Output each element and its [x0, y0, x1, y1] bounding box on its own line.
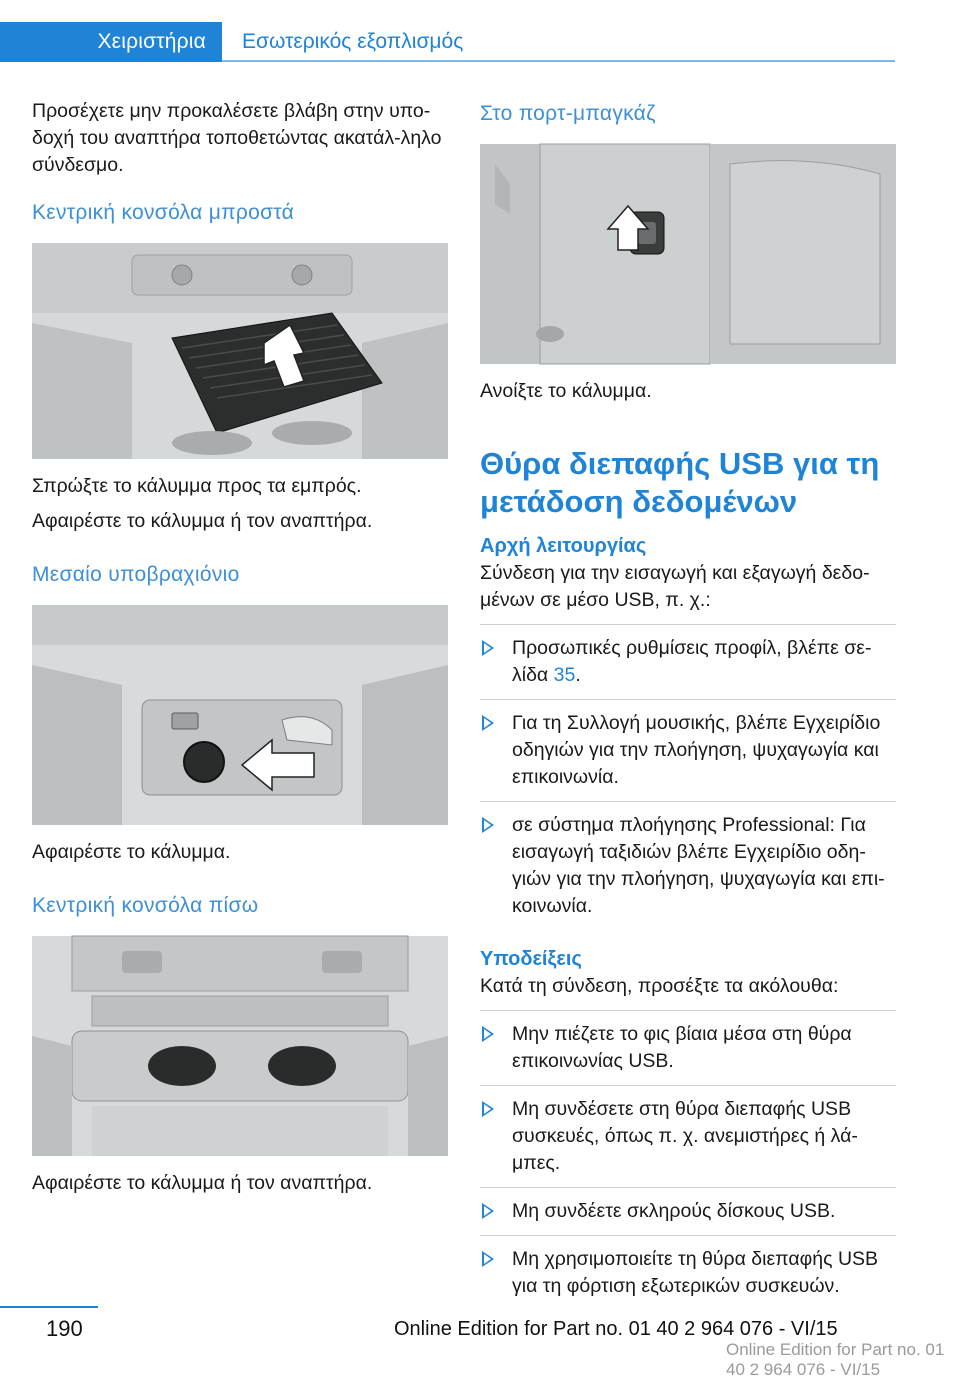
- usb-notes-list: [480, 1010, 896, 1310]
- section-title-rear-console: Κεντρική κονσόλα πίσω: [32, 894, 259, 917]
- edition-text: Online Edition for Part no. 01 40 2 964 076 - VI/15: [394, 1318, 838, 1340]
- list-item: [480, 1187, 896, 1235]
- list-item-text: Μην πιέζετε το φις βίαια μέσα στη θύρα επικοινωνίας USB.: [512, 1023, 852, 1072]
- front-console-step-1: Σπρώξτε το κάλυμμα προς τα εμπρός.: [32, 475, 362, 497]
- header-divider: [222, 60, 895, 62]
- section-title-armrest: Μεσαίο υποβραχιόνιο: [32, 563, 240, 586]
- list-item: [480, 1085, 896, 1187]
- trunk-step-1: Ανοίξτε το κάλυμμα.: [480, 380, 652, 402]
- principle-text: Σύνδεση για την εισαγωγή και εξαγωγή δεδο-μένων σε μέσο USB, π. χ.:: [480, 562, 870, 611]
- page-link-35[interactable]: 35: [553, 664, 576, 686]
- heading-usb-port: Θύρα διεπαφής USB για τη μετάδοση δεδομένων: [480, 446, 880, 519]
- list-item-text: σε σύστημα πλοήγησης Professional: Για εισαγωγή ταξιδιών βλέπε Εγχειρίδιο οδη-γιών για την πλοήγηση, ψυχαγωγία και επι-κοινωνία.: [512, 814, 885, 917]
- right-column: [480, 98, 896, 1310]
- list-item: [480, 1010, 896, 1085]
- usb-uses-list: [480, 624, 896, 930]
- list-item-text: Προσωπικές ρυθμίσεις προφίλ, βλέπε σε-λίδα: [512, 637, 872, 686]
- section-title-front-console: Κεντρική κονσόλα μπροστά: [32, 201, 295, 224]
- bullet-triangle-icon: [482, 640, 494, 656]
- list-item-text: Μη χρησιμοποιείτε τη θύρα διεπαφής USB για τη φόρτιση εξωτερικών συσκευών.: [512, 1248, 879, 1297]
- list-item-text: Μη συνδέετε σκληρούς δίσκους USB.: [512, 1200, 836, 1222]
- list-item-text: Μη συνδέσετε στη θύρα διεπαφής USB συσκευές, όπως π. χ. ανεμιστήρες ή λά-μπες.: [512, 1098, 858, 1174]
- bullet-triangle-icon: [482, 1026, 494, 1042]
- list-item: [480, 1235, 896, 1310]
- figure-trunk: [480, 144, 896, 364]
- watermark-text: Online Edition for Part no. 01 40 2 964 076 - VI/15: [726, 1340, 945, 1379]
- page-header: [0, 0, 895, 62]
- chapter-tab-controls[interactable]: Χειριστήρια: [0, 22, 222, 62]
- figure-front-console: [32, 243, 448, 459]
- footer-divider: [0, 1306, 98, 1308]
- heading-principle: Αρχή λειτουργίας: [480, 535, 647, 557]
- list-item-suffix: .: [575, 664, 581, 686]
- heading-notes: Υποδείξεις: [480, 948, 582, 970]
- page-number: 190: [46, 1316, 83, 1341]
- front-console-step-2: Αφαιρέστε το κάλυμμα ή τον αναπτήρα.: [32, 510, 373, 532]
- bullet-triangle-icon: [482, 715, 494, 731]
- left-column: [32, 98, 448, 1197]
- section-title-trunk: Στο πορτ-μπαγκάζ: [480, 102, 656, 125]
- bullet-triangle-icon: [482, 817, 494, 833]
- intro-paragraph: Προσέχετε μην προκαλέσετε βλάβη στην υπο-δοχή του αναπτήρα τοποθετώντας ακατάλ-ληλο σύνδεσμο.: [32, 100, 442, 176]
- chapter-tab-interior[interactable]: Εσωτερικός εξοπλισμός: [242, 30, 464, 53]
- armrest-step-1: Αφαιρέστε το κάλυμμα.: [32, 841, 231, 863]
- figure-armrest: [32, 605, 448, 825]
- figure-rear-console: [32, 936, 448, 1156]
- list-item: [480, 699, 896, 801]
- list-item: [480, 624, 896, 699]
- notes-text: Κατά τη σύνδεση, προσέξτε τα ακόλουθα:: [480, 975, 839, 997]
- bullet-triangle-icon: [482, 1203, 494, 1219]
- bullet-triangle-icon: [482, 1101, 494, 1117]
- list-item: [480, 801, 896, 930]
- bullet-triangle-icon: [482, 1251, 494, 1267]
- list-item-text: Για τη Συλλογή μουσικής, βλέπε Εγχειρίδιο οδηγιών για την πλοήγηση, ψυχαγωγία και επικοινωνία.: [512, 712, 881, 788]
- rear-console-step-1: Αφαιρέστε το κάλυμμα ή τον αναπτήρα.: [32, 1172, 373, 1194]
